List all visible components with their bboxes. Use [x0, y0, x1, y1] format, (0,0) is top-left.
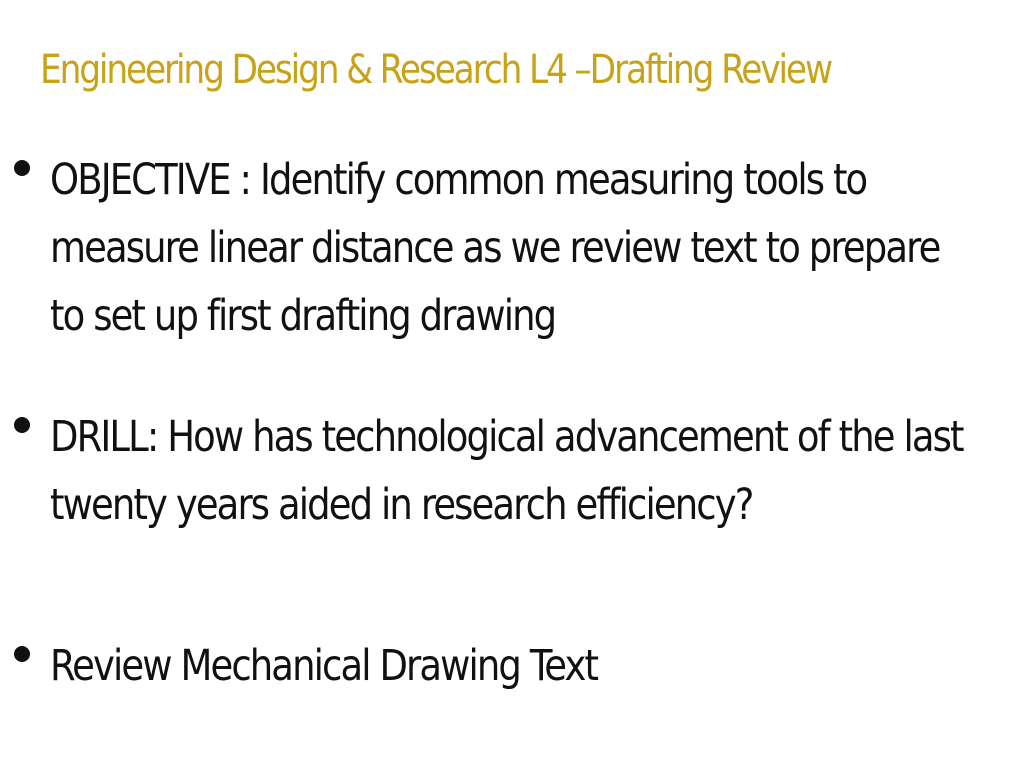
bullet-line: twenty years aided in research efficiency?	[50, 480, 753, 530]
bullet-line: DRILL: How has technological advancement of the last	[50, 412, 963, 462]
bullet-dot-icon	[14, 160, 30, 176]
bullet-line: Review Mechanical Drawing Text	[50, 641, 598, 691]
bullet-dot-icon	[14, 646, 30, 662]
bullet-line: measure linear distance as we review text to prepare	[50, 223, 940, 273]
bullet-line: to set up first drafting drawing	[50, 291, 556, 341]
bullet-text	[50, 632, 996, 700]
bullet-dot-icon	[14, 417, 30, 433]
slide-title: Engineering Design & Research L4 –Drafting Review	[40, 47, 831, 93]
bullet-text	[50, 146, 996, 350]
bullet-line: OBJECTIVE : Identify common measuring tools to	[50, 155, 867, 205]
bullet-text	[50, 403, 996, 539]
